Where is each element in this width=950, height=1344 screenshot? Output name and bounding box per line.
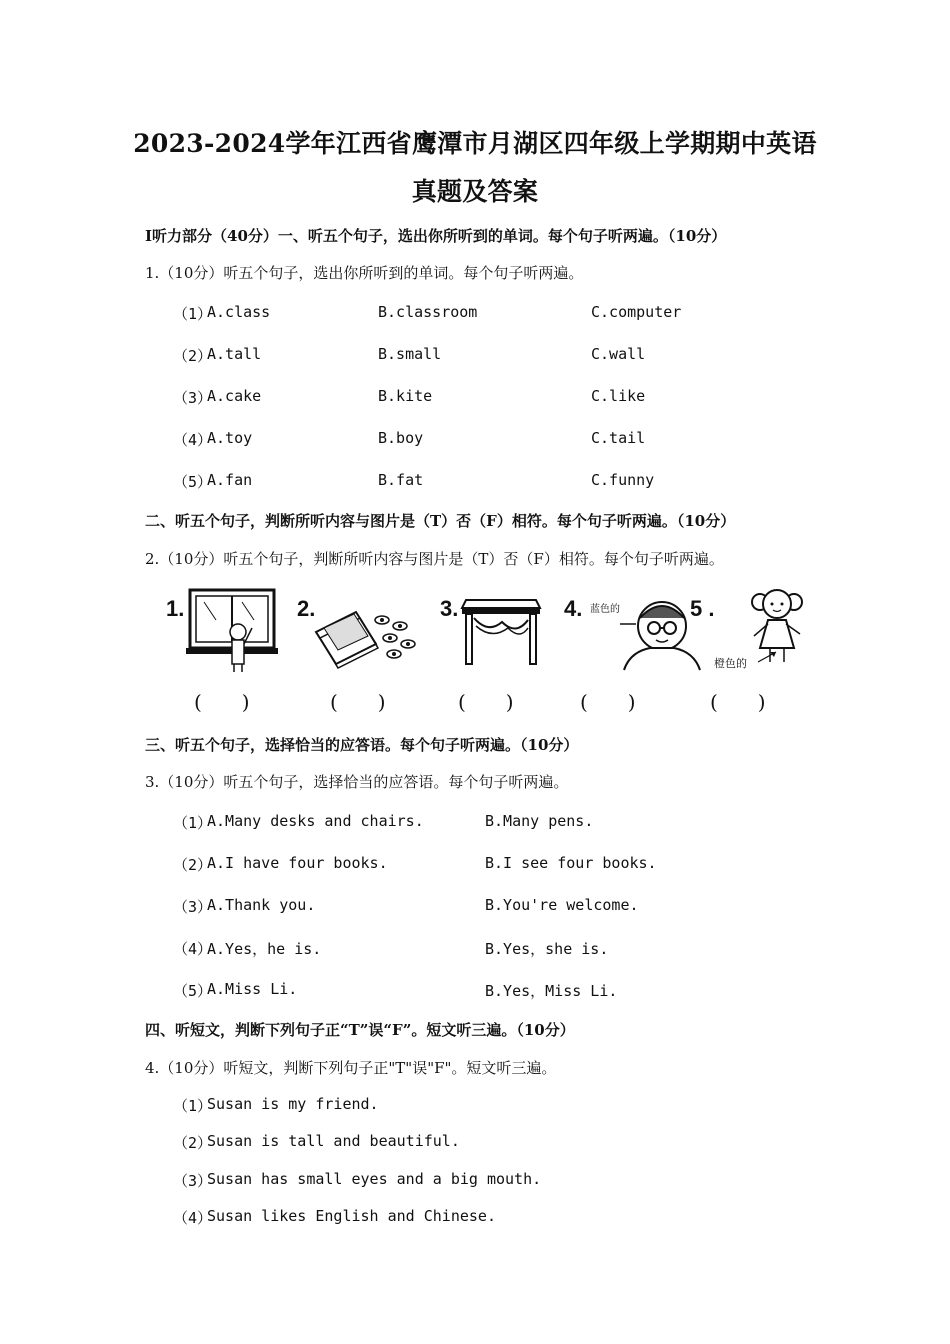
item-number: （4）	[173, 940, 213, 958]
arrow-icon	[756, 648, 780, 664]
option-b: B.classroom	[378, 303, 478, 321]
document-title-line1: 2023-2024学年江西省鹰潭市月湖区四年级上学期期中英语	[133, 129, 817, 158]
answer-blank-5[interactable]: ( )	[710, 690, 766, 714]
picture-number: 5 .	[690, 596, 715, 621]
option-b: B.I see four books.	[485, 854, 657, 872]
option-c: C.like	[591, 387, 646, 405]
option-a: A.cake	[207, 387, 262, 405]
item-number: （4）	[173, 431, 213, 449]
answer-blank-2[interactable]: ( )	[330, 690, 386, 714]
books-eyes-picture	[310, 600, 420, 670]
item-number: （5）	[173, 982, 213, 1000]
item-number: （4）	[173, 1209, 213, 1227]
option-b: B.Yes，she is.	[485, 940, 609, 958]
statement-text: Susan is my friend.	[207, 1095, 379, 1113]
document-title-line2: 真题及答案	[411, 177, 539, 206]
statement-text: Susan is tall and beautiful.	[207, 1132, 460, 1150]
picture-number: 2.	[297, 596, 316, 621]
question-3: 3.（10分）听五个句子，选择恰当的应答语。每个句子听两遍。	[145, 773, 569, 791]
option-a: A.Many desks and chairs.	[207, 812, 424, 830]
option-c: C.tail	[591, 429, 646, 447]
item-number: （5）	[173, 473, 213, 491]
section-header-part3: 三、听五个句子，选择恰当的应答语。每个句子听两遍。（10分）	[145, 736, 579, 754]
picture-number: 4.	[564, 596, 583, 621]
picture-number: 1.	[166, 596, 185, 621]
option-a: A.tall	[207, 345, 262, 363]
option-c: C.wall	[591, 345, 646, 363]
picture-caption: 蓝色的	[590, 604, 620, 615]
item-number: （3）	[173, 389, 213, 407]
option-a: A.class	[207, 303, 271, 321]
question-4: 4.（10分）听短文，判断下列句子正"T"误"F"。短文听三遍。	[145, 1059, 557, 1077]
window-child-picture	[182, 584, 282, 674]
answer-blank-1[interactable]: ( )	[194, 690, 250, 714]
item-number: （2）	[173, 856, 213, 874]
option-b: B.kite	[378, 387, 433, 405]
item-number: （3）	[173, 1172, 213, 1190]
picture-number: 3.	[440, 596, 459, 621]
option-c: C.computer	[591, 303, 682, 321]
option-c: C.funny	[591, 471, 655, 489]
item-number: （2）	[173, 347, 213, 365]
section-header-part4: 四、听短文，判断下列句子正“T”误“F”。短文听三遍。（10分）	[145, 1021, 575, 1039]
option-a: A.Thank you.	[207, 896, 316, 914]
desk-picture	[458, 594, 544, 668]
statement-text: Susan has small eyes and a big mouth.	[207, 1170, 542, 1188]
option-b: B.You're welcome.	[485, 896, 639, 914]
item-number: （1）	[173, 814, 213, 832]
section-header-part2: 二、听五个句子，判断所听内容与图片是（T）否（F）相符。每个句子听两遍。（10分）	[145, 512, 736, 530]
answer-blank-4[interactable]: ( )	[580, 690, 636, 714]
option-a: A.I have four books.	[207, 854, 388, 872]
option-b: B.Yes，Miss Li.	[485, 982, 618, 1000]
picture-caption: 橙色的	[714, 657, 747, 670]
item-number: （2）	[173, 1134, 213, 1152]
option-a: A.Yes，he is.	[207, 940, 322, 958]
item-number: （1）	[173, 305, 213, 323]
statement-text: Susan likes English and Chinese.	[207, 1207, 496, 1225]
question-1: 1.（10分）听五个句子，选出你所听到的单词。每个句子听两遍。	[145, 264, 584, 282]
option-b: B.Many pens.	[485, 812, 594, 830]
option-a: A.Miss Li.	[207, 980, 298, 998]
answer-blank-3[interactable]: ( )	[458, 690, 514, 714]
option-b: B.boy	[378, 429, 424, 447]
item-number: （1）	[173, 1097, 213, 1115]
option-b: B.small	[378, 345, 442, 363]
question-2: 2.（10分）听五个句子，判断所听内容与图片是（T）否（F）相符。每个句子听两遍。	[145, 550, 724, 568]
option-a: A.fan	[207, 471, 253, 489]
item-number: （3）	[173, 898, 213, 916]
section-header-part1: I听力部分（40分）一、听五个句子，选出你所听到的单词。每个句子听两遍。（10分）	[145, 227, 727, 245]
option-a: A.toy	[207, 429, 253, 447]
option-b: B.fat	[378, 471, 424, 489]
